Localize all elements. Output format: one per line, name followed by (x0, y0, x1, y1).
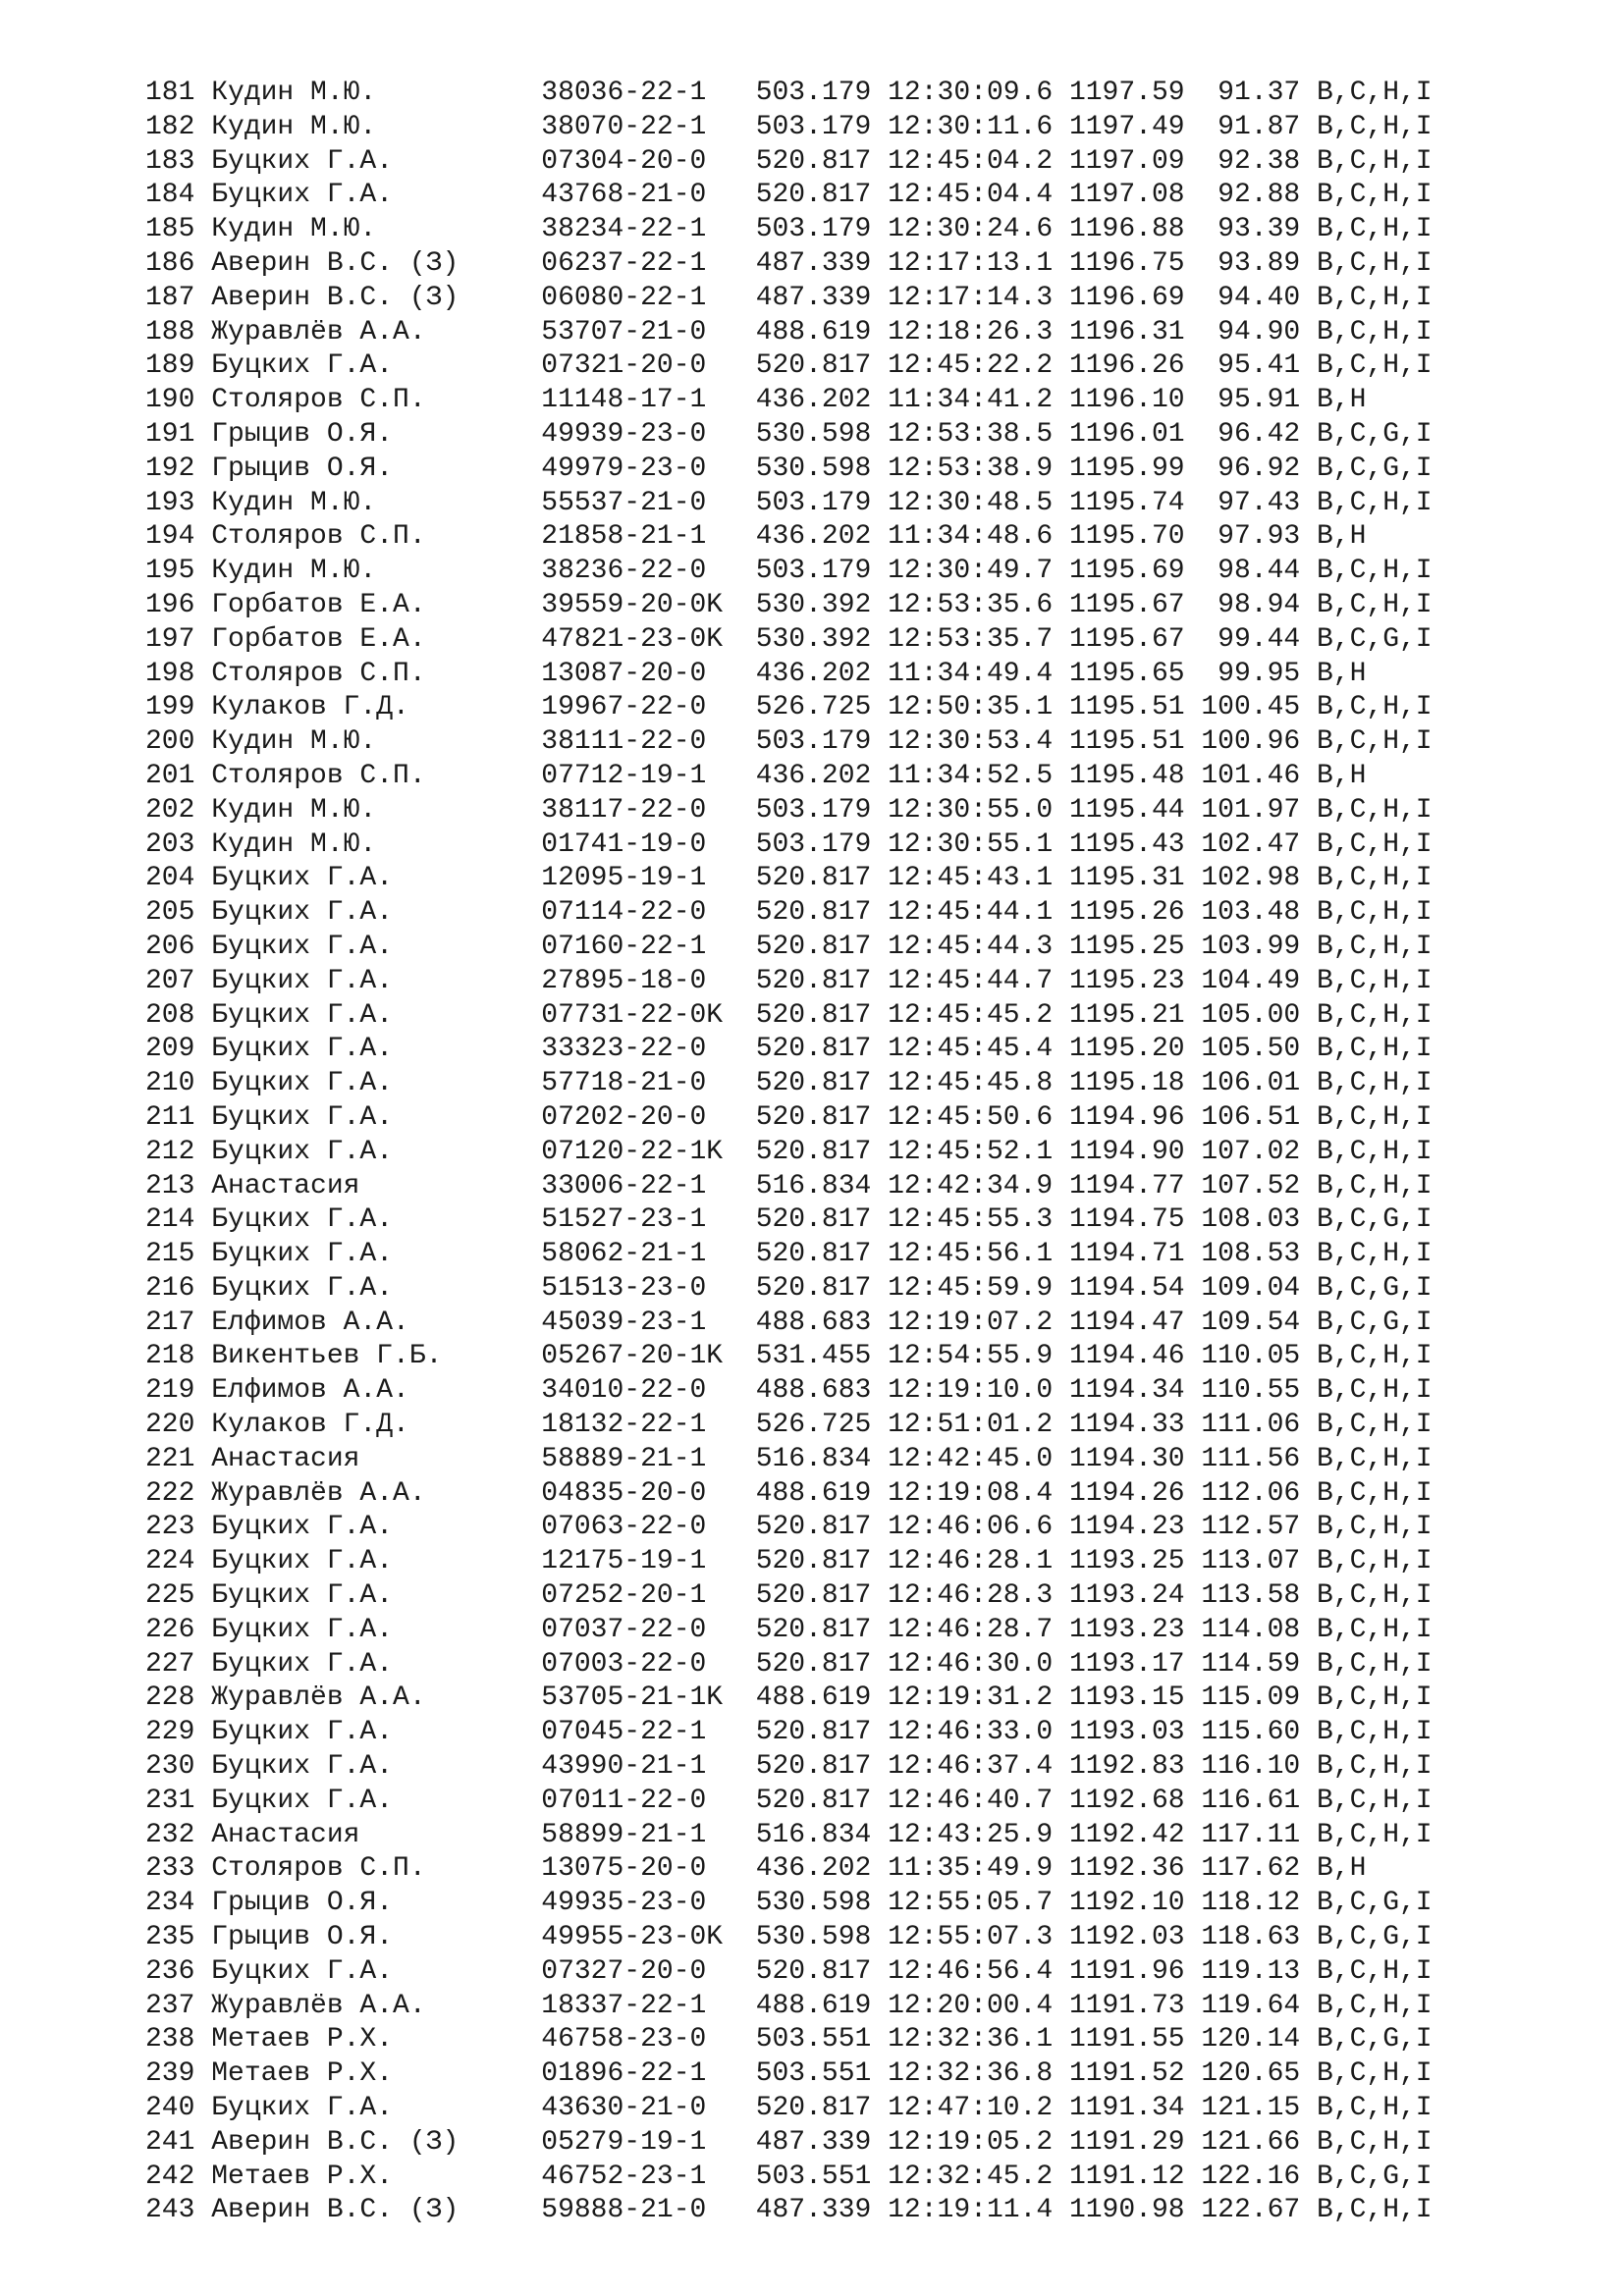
result-row: 229 Буцких Г.А. 07045-22-1 520.817 12:46:33.0 1193.03 115.60 B,C,H,I (145, 1717, 1433, 1748)
result-row: 230 Буцких Г.А. 43990-21-1 520.817 12:46:37.4 1192.83 116.10 B,C,H,I (145, 1751, 1433, 1783)
result-row: 215 Буцких Г.А. 58062-21-1 520.817 12:45:56.1 1194.71 108.53 B,C,H,I (145, 1239, 1433, 1270)
result-row: 192 Грыцив О.Я. 49979-23-0 530.598 12:53:38.9 1195.99 96.92 B,C,G,I (145, 453, 1433, 484)
result-row: 205 Буцких Г.А. 07114-22-0 520.817 12:45:44.1 1195.26 103.48 B,C,H,I (145, 897, 1433, 929)
result-row: 241 Аверин В.С. (З) 05279-19-1 487.339 12:19:05.2 1191.29 121.66 B,C,H,I (145, 2126, 1433, 2158)
result-row: 203 Кудин М.Ю. 01741-19-0 503.179 12:30:55.1 1195.43 102.47 B,C,H,I (145, 828, 1433, 860)
result-row: 183 Буцких Г.А. 07304-20-0 520.817 12:45:04.2 1197.09 92.38 B,C,H,I (145, 145, 1433, 177)
result-row: 182 Кудин М.Ю. 38070-22-1 503.179 12:30:11.6 1197.49 91.87 B,C,H,I (145, 111, 1433, 142)
result-row: 193 Кудин М.Ю. 55537-21-0 503.179 12:30:48.5 1195.74 97.43 B,C,H,I (145, 487, 1433, 518)
result-row: 186 Аверин В.С. (З) 06237-22-1 487.339 12:17:13.1 1196.75 93.89 B,C,H,I (145, 247, 1433, 279)
result-row: 221 Анастасия 58889-21-1 516.834 12:42:45.0 1194.30 111.56 B,C,H,I (145, 1443, 1433, 1474)
result-row: 194 Столяров С.П. 21858-21-1 436.202 11:34:48.6 1195.70 97.93 B,H (145, 521, 1367, 553)
result-row: 228 Журавлёв А.А. 53705-21-1K 488.619 12:19:31.2 1193.15 115.09 B,C,H,I (145, 1682, 1433, 1714)
result-row: 206 Буцких Г.А. 07160-22-1 520.817 12:45:44.3 1195.25 103.99 B,C,H,I (145, 931, 1433, 962)
result-row: 211 Буцких Г.А. 07202-20-0 520.817 12:45:50.6 1194.96 106.51 B,C,H,I (145, 1101, 1433, 1133)
result-row: 216 Буцких Г.А. 51513-23-0 520.817 12:45:59.9 1194.54 109.04 B,C,G,I (145, 1272, 1433, 1304)
result-row: 242 Метаев Р.Х. 46752-23-1 503.551 12:32:45.2 1191.12 122.16 B,C,G,I (145, 2161, 1433, 2192)
result-row: 213 Анастасия 33006-22-1 516.834 12:42:34.9 1194.77 107.52 B,C,H,I (145, 1170, 1433, 1201)
result-row: 219 Елфимов А.А. 34010-22-0 488.683 12:19:10.0 1194.34 110.55 B,C,H,I (145, 1375, 1433, 1407)
result-row: 209 Буцких Г.А. 33323-22-0 520.817 12:45:45.4 1195.20 105.50 B,C,H,I (145, 1034, 1433, 1065)
result-row: 200 Кудин М.Ю. 38111-22-0 503.179 12:30:53.4 1195.51 100.96 B,C,H,I (145, 726, 1433, 758)
result-row: 210 Буцких Г.А. 57718-21-0 520.817 12:45:45.8 1195.18 106.01 B,C,H,I (145, 1068, 1433, 1099)
result-row: 214 Буцких Г.А. 51527-23-1 520.817 12:45:55.3 1194.75 108.03 B,C,G,I (145, 1204, 1433, 1236)
result-row: 207 Буцких Г.А. 27895-18-0 520.817 12:45:44.7 1195.23 104.49 B,C,H,I (145, 965, 1433, 996)
result-row: 232 Анастасия 58899-21-1 516.834 12:43:25.9 1192.42 117.11 B,C,H,I (145, 1819, 1433, 1850)
result-row: 236 Буцких Г.А. 07327-20-0 520.817 12:46:56.4 1191.96 119.13 B,C,H,I (145, 1955, 1433, 1987)
result-row: 223 Буцких Г.А. 07063-22-0 520.817 12:46:06.6 1194.23 112.57 B,C,H,I (145, 1512, 1433, 1543)
result-row: 185 Кудин М.Ю. 38234-22-1 503.179 12:30:24.6 1196.88 93.39 B,C,H,I (145, 214, 1433, 245)
result-row: 234 Грыцив О.Я. 49935-23-0 530.598 12:55:05.7 1192.10 118.12 B,C,G,I (145, 1888, 1433, 1919)
result-row: 195 Кудин М.Ю. 38236-22-0 503.179 12:30:49.7 1195.69 98.44 B,C,H,I (145, 556, 1433, 587)
result-row: 196 Горбатов Е.А. 39559-20-0K 530.392 12:53:35.6 1195.67 98.94 B,C,H,I (145, 589, 1433, 620)
result-row: 201 Столяров С.П. 07712-19-1 436.202 11:34:52.5 1195.48 101.46 B,H (145, 760, 1367, 791)
result-row: 218 Викентьев Г.Б. 05267-20-1K 531.455 12:54:55.9 1194.46 110.05 B,C,H,I (145, 1341, 1433, 1372)
result-row: 239 Метаев Р.Х. 01896-22-1 503.551 12:32:36.8 1191.52 120.65 B,C,H,I (145, 2058, 1433, 2090)
result-row: 208 Буцких Г.А. 07731-22-0K 520.817 12:45:45.2 1195.21 105.00 B,C,H,I (145, 999, 1433, 1031)
result-row: 225 Буцких Г.А. 07252-20-1 520.817 12:46:28.3 1193.24 113.58 B,C,H,I (145, 1580, 1433, 1612)
result-row: 222 Журавлёв А.А. 04835-20-0 488.619 12:19:08.4 1194.26 112.06 B,C,H,I (145, 1477, 1433, 1509)
result-row: 238 Метаев Р.Х. 46758-23-0 503.551 12:32:36.1 1191.55 120.14 B,C,G,I (145, 2024, 1433, 2056)
result-row: 224 Буцких Г.А. 12175-19-1 520.817 12:46:28.1 1193.25 113.07 B,C,H,I (145, 1546, 1433, 1577)
result-row: 240 Буцких Г.А. 43630-21-0 520.817 12:47:10.2 1191.34 121.15 B,C,H,I (145, 2093, 1433, 2124)
result-row: 191 Грыцив О.Я. 49939-23-0 530.598 12:53:38.5 1196.01 96.42 B,C,G,I (145, 418, 1433, 450)
result-row: 243 Аверин В.С. (З) 59888-21-0 487.339 12:19:11.4 1190.98 122.67 B,C,H,I (145, 2195, 1433, 2226)
result-row: 202 Кудин М.Ю. 38117-22-0 503.179 12:30:55.0 1195.44 101.97 B,C,H,I (145, 794, 1433, 826)
result-row: 217 Елфимов А.А. 45039-23-1 488.683 12:19:07.2 1194.47 109.54 B,C,G,I (145, 1307, 1433, 1338)
result-row: 197 Горбатов Е.А. 47821-23-0K 530.392 12:53:35.7 1195.67 99.44 B,C,G,I (145, 623, 1433, 655)
result-row: 231 Буцких Г.А. 07011-22-0 520.817 12:46:40.7 1192.68 116.61 B,C,H,I (145, 1785, 1433, 1816)
result-row: 235 Грыцив О.Я. 49955-23-0K 530.598 12:55:07.3 1192.03 118.63 B,C,G,I (145, 1922, 1433, 1953)
result-row: 181 Кудин М.Ю. 38036-22-1 503.179 12:30:09.6 1197.59 91.37 B,C,H,I (145, 78, 1433, 108)
result-row: 184 Буцких Г.А. 43768-21-0 520.817 12:45:04.4 1197.08 92.88 B,C,H,I (145, 180, 1433, 211)
result-row: 212 Буцких Г.А. 07120-22-1K 520.817 12:45:52.1 1194.90 107.02 B,C,H,I (145, 1136, 1433, 1167)
result-row: 226 Буцких Г.А. 07037-22-0 520.817 12:46:28.7 1193.23 114.08 B,C,H,I (145, 1614, 1433, 1645)
result-row: 188 Журавлёв А.А. 53707-21-0 488.619 12:18:26.3 1196.31 94.90 B,C,H,I (145, 316, 1433, 347)
result-row: 227 Буцких Г.А. 07003-22-0 520.817 12:46:30.0 1193.17 114.59 B,C,H,I (145, 1648, 1433, 1680)
result-row: 237 Журавлёв А.А. 18337-22-1 488.619 12:20:00.4 1191.73 119.64 B,C,H,I (145, 1990, 1433, 2021)
result-row: 189 Буцких Г.А. 07321-20-0 520.817 12:45:22.2 1196.26 95.41 B,C,H,I (145, 350, 1433, 382)
results-listing (145, 77, 1433, 2228)
result-row: 198 Столяров С.П. 13087-20-0 436.202 11:34:49.4 1195.65 99.95 B,H (145, 658, 1367, 689)
result-row: 220 Кулаков Г.Д. 18132-22-1 526.725 12:51:01.2 1194.33 111.06 B,C,H,I (145, 1410, 1433, 1441)
result-row: 190 Столяров С.П. 11148-17-1 436.202 11:34:41.2 1196.10 95.91 B,H (145, 385, 1367, 416)
result-row: 233 Столяров С.П. 13075-20-0 436.202 11:35:49.9 1192.36 117.62 B,H (145, 1853, 1367, 1885)
result-row: 204 Буцких Г.А. 12095-19-1 520.817 12:45:43.1 1195.31 102.98 B,C,H,I (145, 863, 1433, 894)
result-row: 187 Аверин В.С. (З) 06080-22-1 487.339 12:17:14.3 1196.69 94.40 B,C,H,I (145, 282, 1433, 313)
result-row: 199 Кулаков Г.Д. 19967-22-0 526.725 12:50:35.1 1195.51 100.45 B,C,H,I (145, 692, 1433, 723)
